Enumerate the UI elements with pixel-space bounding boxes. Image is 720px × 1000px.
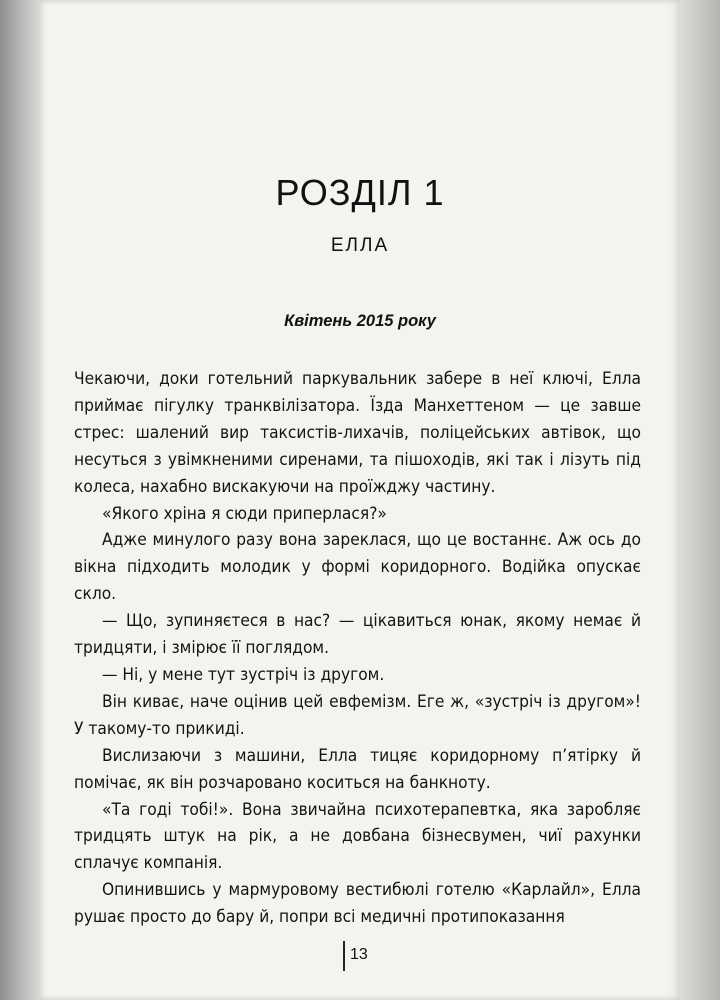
paragraph: «Якого хріна я сюди приперлася?» <box>102 503 387 524</box>
body-text <box>74 366 641 931</box>
paragraph: — Що, зупиняєтеся в нас? — цікавиться юнак, якому немає й тридцяти, і змірює її поглядом. <box>74 611 641 659</box>
paragraph: Адже минулого разу вона зареклася, що це востаннє. Аж ось до вікна підходить молодик у формі коридорного. Водійка опускає скло. <box>74 530 641 605</box>
paragraph: Чекаючи, доки готельний паркувальник забере в неї ключі, Елла приймає пігулку транквілізатора. Їзда Манхеттеном — це завше стрес: шалений вир таксистів-лихачів, поліцейських автівок, що несуться з увімкненими сиренами, та пішоходів, які так і лізуть під колеса, нахабно вискакуючи на проїжджу частину. <box>74 369 641 497</box>
page-shadow-left <box>0 0 40 1000</box>
paragraph: Він киває, наче оцінив цей евфемізм. Еге ж, «зустріч із другом»! У такому-то прикиді. <box>74 691 641 739</box>
book-page <box>40 0 680 1000</box>
chapter-date: Квітень 2015 року <box>284 312 436 330</box>
paragraph: — Ні, у мене тут зустріч із другом. <box>102 664 385 685</box>
chapter-subtitle: ЕЛЛА <box>330 235 390 256</box>
chapter-title: РОЗДІЛ 1 <box>275 172 445 213</box>
paragraph: Вислизаючи з машини, Елла тицяє коридорному п’ятірку й помічає, як він розчаровано коситься на банкноту. <box>74 745 641 793</box>
page-shadow-right <box>680 0 720 1000</box>
paragraph: Опинившись у мармуровому вестибюлі готелю «Карлайл», Елла рушає просто до бару й, попри всі медичні протипоказання <box>74 880 641 928</box>
page-number: 13 <box>350 946 368 963</box>
paragraph: «Та годі тобі!». Вона звичайна психотерапевтка, яка заробляє тридцять штук на рік, а не довбана бізнесвумен, чиї рахунки сплачує компанія. <box>74 799 641 874</box>
page-number-rule <box>343 941 345 971</box>
